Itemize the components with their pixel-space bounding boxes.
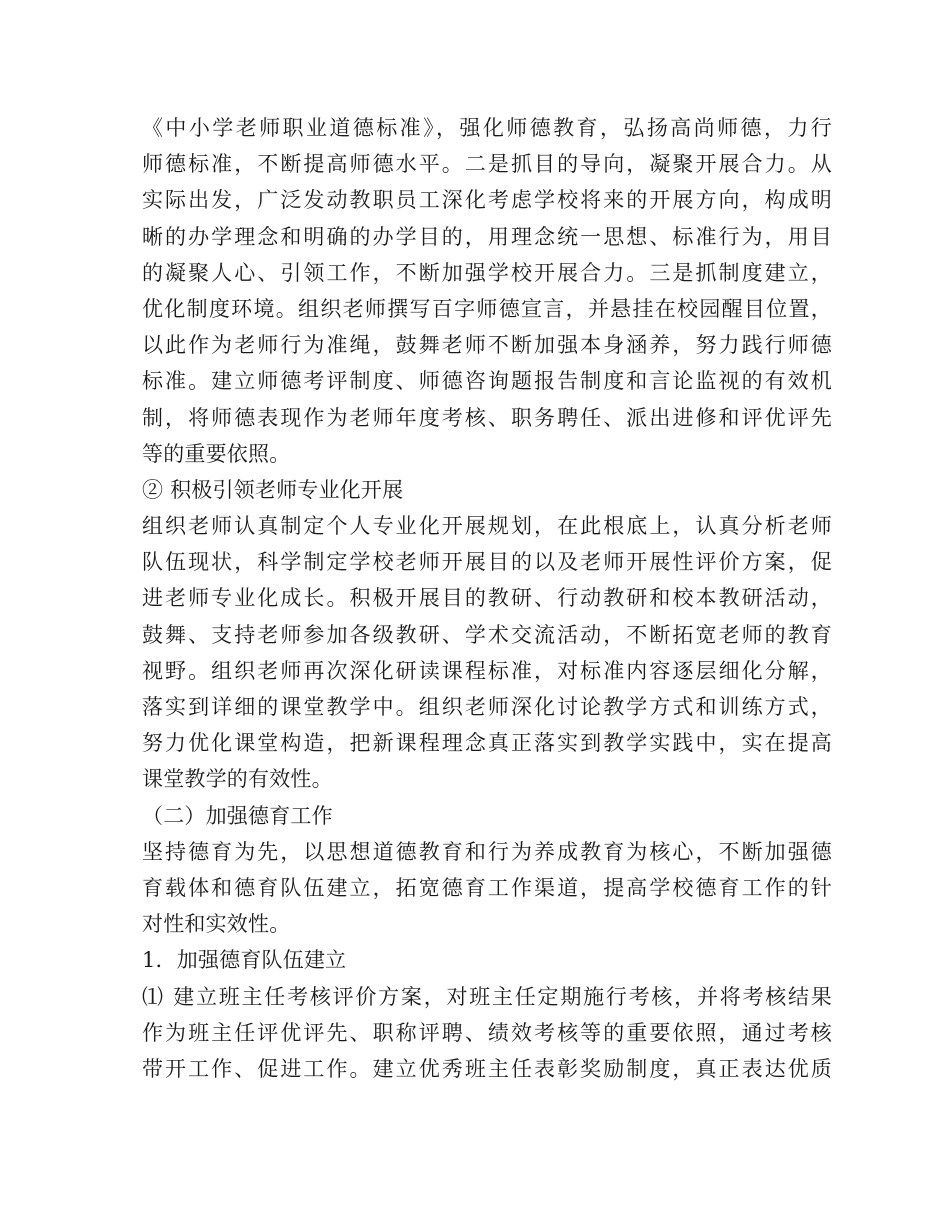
- paragraph-line: 制，将师德表现作为老师年度考核、职务聘任、派出进修和评优评先: [142, 405, 832, 430]
- paragraph-line: 标准。建立师德考评制度、师德咨询题报告制度和言论监视的有效机: [142, 369, 832, 394]
- paragraph-line: 晰的办学理念和明确的办学目的，用理念统一思想、标准行为，用目: [142, 224, 832, 249]
- paragraph-line: 课堂教学的有效性。: [142, 767, 333, 792]
- paragraph-line: 进老师专业化成长。积极开展目的教研、行动教研和校本教研活动，: [142, 586, 832, 611]
- paragraph-line: 对性和实效性。: [142, 912, 291, 937]
- paragraph-line: 落实到详细的课堂教学中。组织老师深化讨论教学方式和训练方式，: [142, 695, 832, 719]
- paragraph-line: 组织老师认真制定个人专业化开展规划，在此根底上，认真分析老师: [142, 514, 832, 539]
- paragraph-line: 带开工作、促进工作。建立优秀班主任表彰奖励制度，真正表达优质: [142, 1056, 832, 1081]
- paragraph-line: 的凝聚人心、引领工作，不断加强学校开展合力。三是抓制度建立，: [142, 260, 832, 285]
- section-heading: ② 积极引领老师专业化开展: [142, 477, 404, 502]
- paragraph-line: 师德标准，不断提高师德水平。二是抓目的导向，凝聚开展合力。从: [142, 152, 832, 177]
- paragraph-line: 坚持德育为先，以思想道德教育和行为养成教育为核心，不断加强德: [142, 839, 832, 864]
- paragraph-line: 视野。组织老师再次深化研读课程标准，对标准内容逐层细化分解，: [142, 658, 832, 683]
- paragraph-line: 育载体和德育队伍建立，拓宽德育工作渠道，提高学校德育工作的针: [142, 875, 832, 900]
- paragraph-line: 以此作为老师行为准绳，鼓舞老师不断加强本身涵养，努力践行师德: [142, 333, 832, 358]
- paragraph-line: 努力优化课堂构造，把新课程理念真正落实到教学实践中，实在提高: [142, 731, 832, 756]
- document-body: [142, 110, 832, 1087]
- subsection-heading: 1．加强德育队伍建立: [142, 948, 347, 973]
- paragraph-line: 等的重要依照。: [142, 441, 291, 466]
- paragraph-line: ⑴ 建立班主任考核评价方案，对班主任定期施行考核，并将考核结果: [142, 984, 832, 1009]
- paragraph-line: 队伍现状，科学制定学校老师开展目的以及老师开展性评价方案，促: [142, 550, 832, 575]
- paragraph-line: 《中小学老师职业道德标准》，强化师德教育，弘扬高尚师德，力行: [142, 116, 832, 140]
- paragraph-line: 作为班主任评优评先、职称评聘、绩效考核等的重要依照，通过考核: [142, 1020, 832, 1045]
- section-heading: （二）加强德育工作: [142, 803, 333, 828]
- paragraph-line: 优化制度环境。组织老师撰写百字师德宣言，并悬挂在校园醒目位置，: [142, 296, 832, 321]
- paragraph-line: 实际出发，广泛发动教职员工深化考虑学校将来的开展方向，构成明: [142, 188, 832, 213]
- paragraph-line: 鼓舞、支持老师参加各级教研、学术交流活动，不断拓宽老师的教育: [142, 622, 832, 647]
